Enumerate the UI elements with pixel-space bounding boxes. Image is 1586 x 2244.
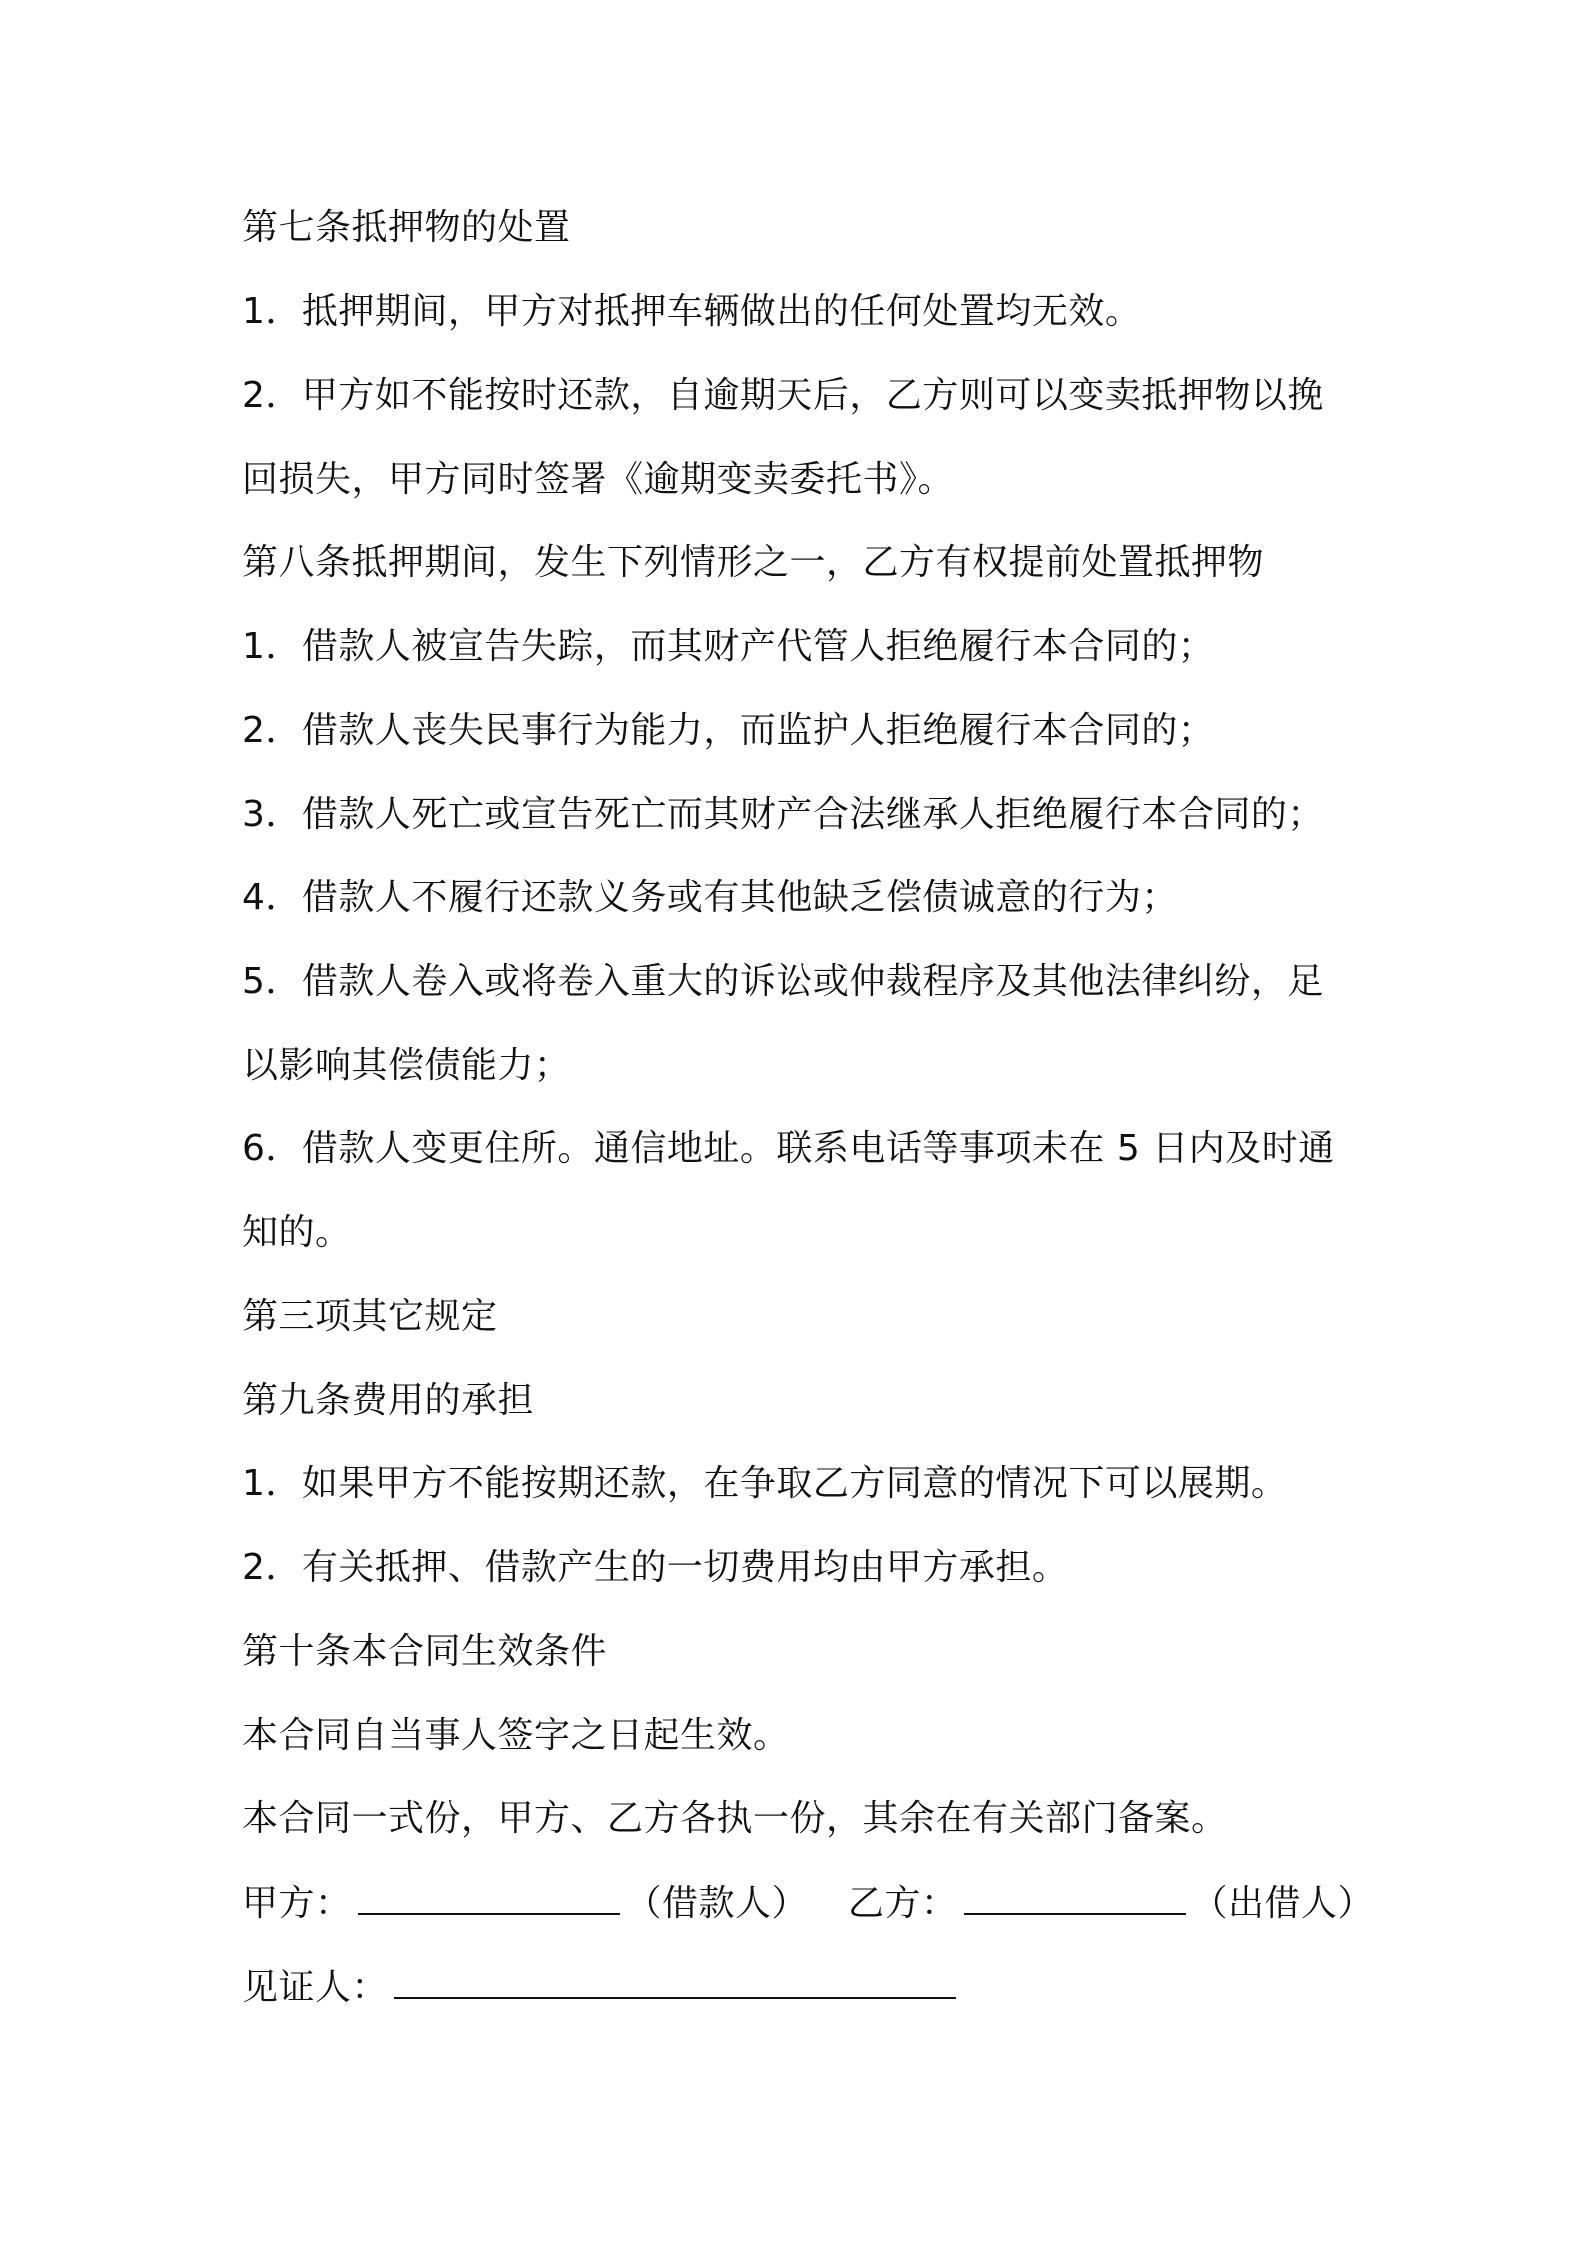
party-a-role: （借款人） [625,1883,809,1924]
paragraph: 5．借款人卷入或将卷入重大的诉讼或仲裁程序及其他法律纠纷，足 [242,961,1324,1002]
paragraph: 1．抵押期间，甲方对抵押车辆做出的任何处置均无效。 [242,291,1142,332]
paragraph: 1．如果甲方不能按期还款，在争取乙方同意的情况下可以展期。 [242,1463,1288,1504]
section-heading-article-7: 第七条抵押物的处置 [242,207,571,248]
section-heading-article-8: 第八条抵押期间，发生下列情形之一，乙方有权提前处置抵押物 [242,542,1265,583]
party-b-role: （出借人） [1191,1883,1375,1924]
section-heading-item-3: 第三项其它规定 [242,1296,498,1337]
witness-label: 见证人： [242,1967,389,2008]
paragraph: 3．借款人死亡或宣告死亡而其财产合法继承人拒绝履行本合同的； [242,794,1324,835]
section-heading-article-10: 第十条本合同生效条件 [242,1631,608,1672]
paragraph: 4．借款人不履行还款义务或有其他缺乏偿债诚意的行为； [242,877,1178,918]
paragraph: 6．借款人变更住所。通信地址。联系电话等事项未在 5 日内及时通 [242,1128,1335,1169]
paragraph: 本合同一式份，甲方、乙方各执一份，其余在有关部门备案。 [242,1798,1228,1839]
paragraph: 知的。 [242,1212,352,1253]
paragraph: 2．甲方如不能按时还款，自逾期天后，乙方则可以变卖抵押物以挽 [242,375,1324,416]
witness-signature-blank [394,1965,956,1999]
signature-row-witness [242,1965,962,2010]
party-b-signature-blank [964,1881,1186,1915]
party-a-label: 甲方： [242,1883,352,1924]
signature-row-parties [242,1881,1374,1926]
party-a-signature-blank [358,1881,620,1915]
paragraph: 2．借款人丧失民事行为能力，而监护人拒绝履行本合同的； [242,710,1215,751]
paragraph: 2．有关抵押、借款产生的一切费用均由甲方承担。 [242,1547,1069,1588]
paragraph: 回损失，甲方同时签署《逾期变卖委托书》。 [242,459,955,500]
section-heading-article-9: 第九条费用的承担 [242,1380,535,1421]
paragraph: 以影响其偿债能力； [242,1045,571,1086]
paragraph: 1．借款人被宣告失踪，而其财产代管人拒绝履行本合同的； [242,626,1215,667]
party-b-label: 乙方： [848,1883,958,1924]
paragraph: 本合同自当事人签字之日起生效。 [242,1715,790,1756]
